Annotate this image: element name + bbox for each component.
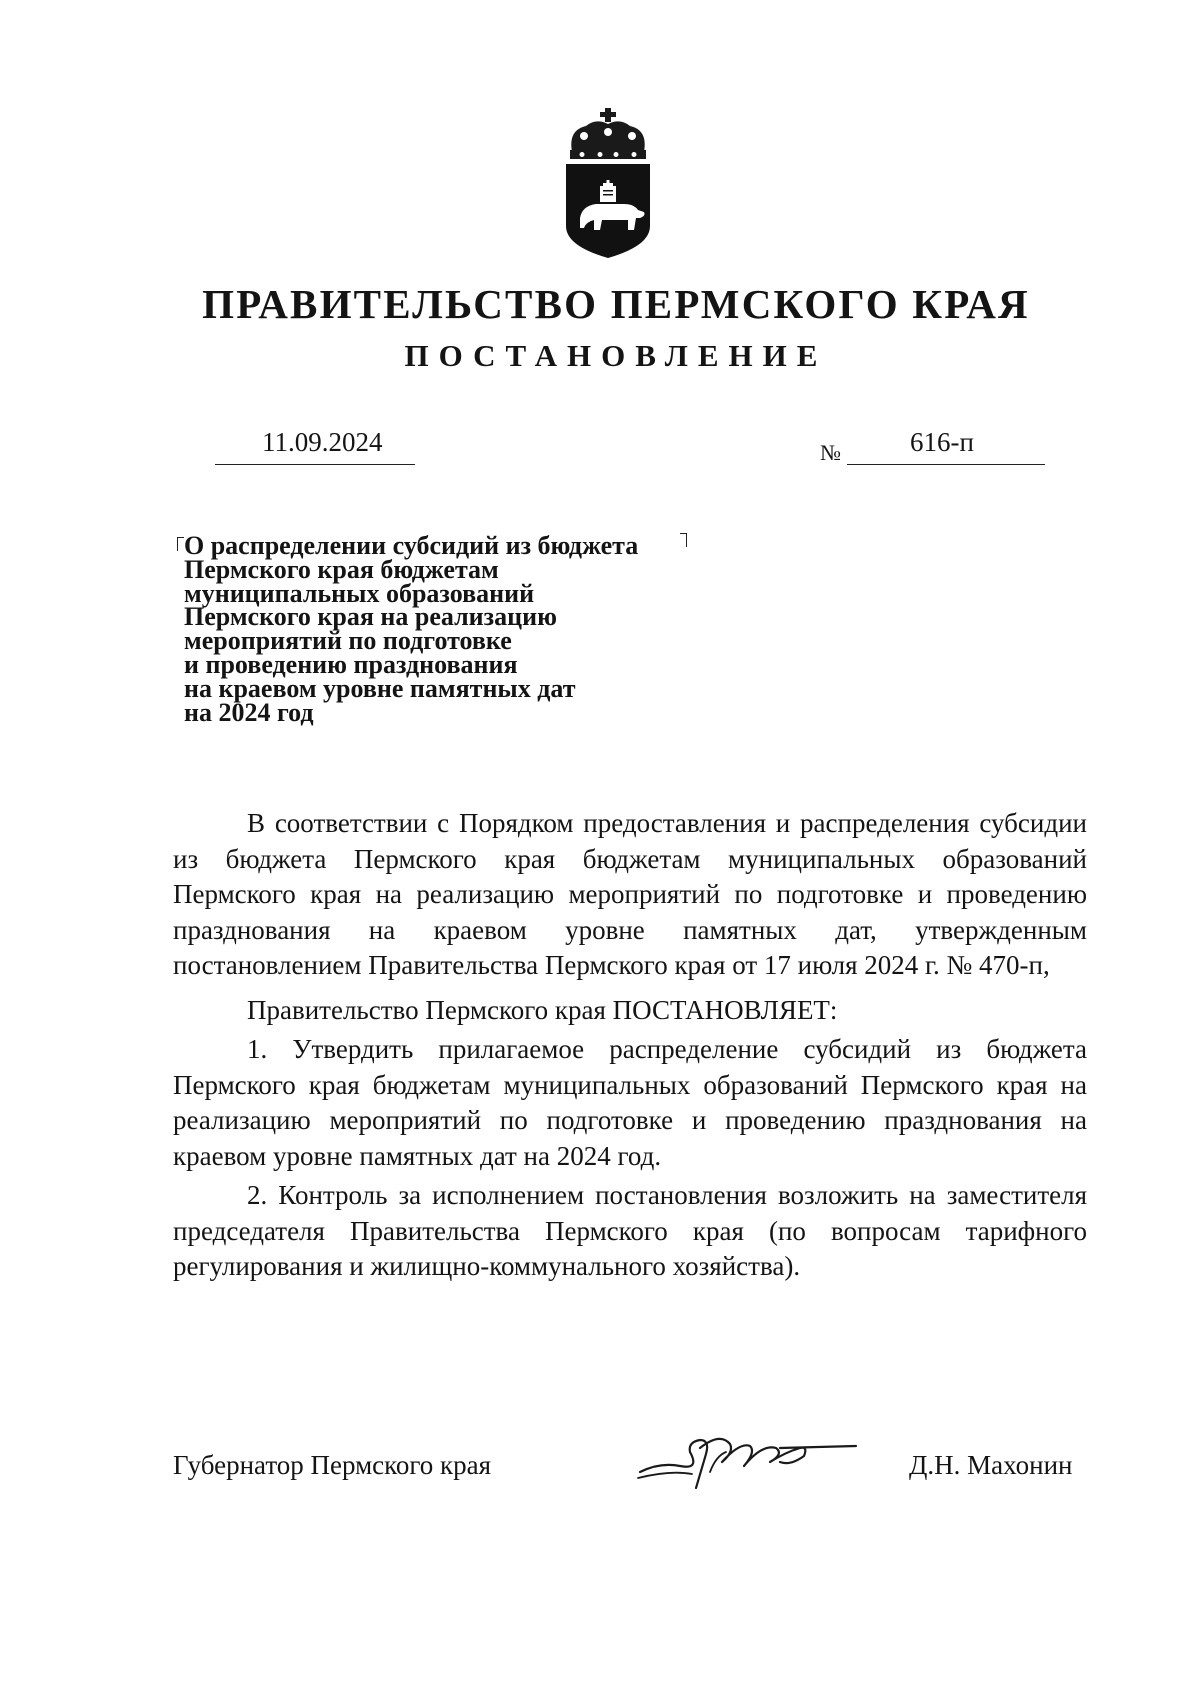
resolution-paragraph: Правительство Пермского края ПОСТАНОВЛЯЕТ: bbox=[247, 994, 838, 1025]
handwritten-signature-icon bbox=[630, 1422, 860, 1494]
document-body bbox=[173, 806, 1087, 1285]
subject-line: Пермского края бюджетам bbox=[184, 554, 499, 584]
subject-line: и проведению празднования bbox=[184, 649, 518, 679]
subject-line: на 2024 год bbox=[184, 697, 314, 727]
coat-of-arms-icon bbox=[562, 108, 654, 260]
document-number: 616-п bbox=[910, 427, 974, 457]
subject-line: на краевом уровне памятных дат bbox=[184, 673, 576, 703]
signatory-name: Д.Н. Махонин bbox=[909, 1450, 1073, 1480]
clause-2-paragraph: 2. Контроль за исполнением постановления возложить на заместителя председателя Правительства Пермского края (по вопросам тарифного регулирования и жилищно-коммунального хозяйства). bbox=[173, 1180, 1087, 1281]
document-subject bbox=[184, 531, 704, 727]
government-title: ПРАВИТЕЛЬСТВО ПЕРМСКОГО КРАЯ bbox=[202, 281, 1030, 327]
number-sign: № bbox=[820, 440, 841, 465]
subject-bracket-left bbox=[177, 537, 184, 551]
document-type: ПОСТАНОВЛЕНИЕ bbox=[404, 338, 828, 373]
subject-line: муниципальных образований bbox=[184, 578, 535, 608]
preamble-paragraph: В соответствии с Порядком предоставления и распределения субсидии из бюджета Пермского края бюджетам муниципальных образований Пермского края на реализацию мероприятий по подготовке и проведению празднования на краевом уровне памятных дат, утвержденным постановлением Правительства Пермского края от 17 июля 2024 г. № 470-п, bbox=[173, 808, 1087, 980]
signatory-title: Губернатор Пермского края bbox=[173, 1450, 492, 1480]
clause-1-paragraph: 1. Утвердить прилагаемое распределение субсидий из бюджета Пермского края бюджетам муниципальных образований Пермского края на реализацию мероприятий по подготовке и проведению празднования на краевом уровне памятных дат на 2024 год. bbox=[173, 1034, 1087, 1171]
subject-line: мероприятий по подготовке bbox=[184, 626, 512, 656]
subject-line: Пермского края на реализацию bbox=[184, 602, 557, 632]
document-date: 11.09.2024 bbox=[262, 427, 383, 457]
subject-line: О распределении субсидий из бюджета bbox=[184, 531, 639, 560]
